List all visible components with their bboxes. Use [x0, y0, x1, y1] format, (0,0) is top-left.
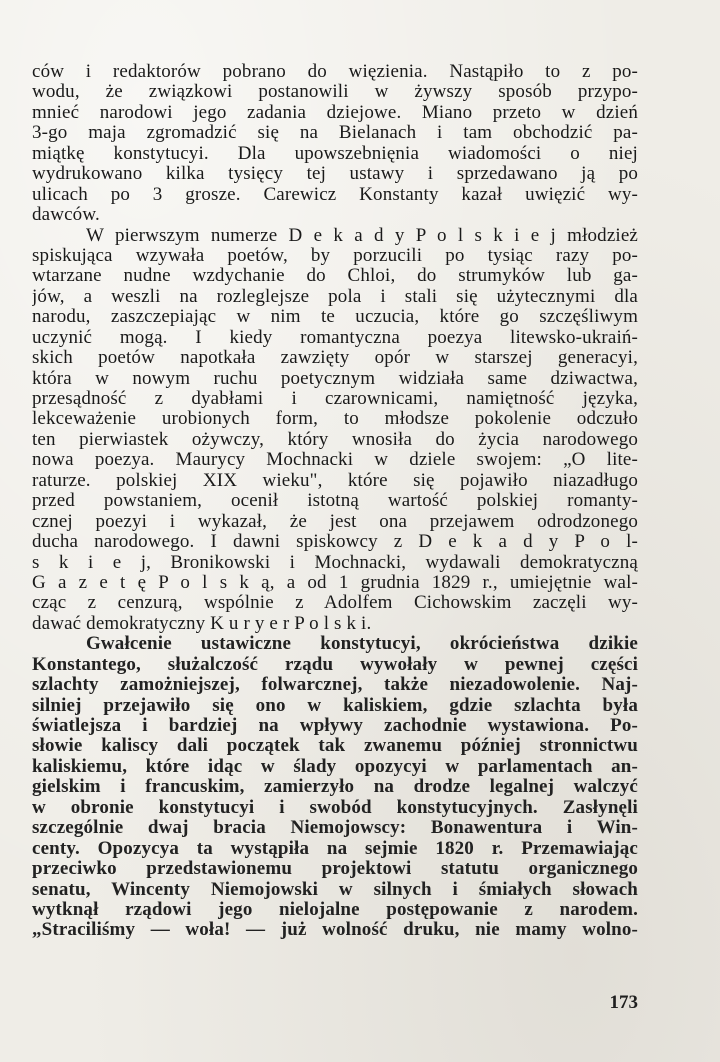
text-line: s k i e j, Bronikowski i Mochnacki, wydawali demokratyczną	[32, 552, 638, 573]
text-line: wodu, że związkowi postanowili w żywszy sposób przypo-	[32, 82, 638, 103]
text-line: narodu, zaszczepiając w nim te uczucia, które go szczęśliwym	[32, 307, 638, 328]
text-line: centy. Opozycya ta wystąpiła na sejmie 1820 r. Przemawiając	[32, 838, 638, 859]
text-line: lekceważenie urobionych form, to młodsze pokolenie odczuło	[32, 409, 638, 430]
text-line: „Straciliśmy — woła! — już wolność druku, nie mamy wolno-	[32, 920, 638, 941]
text-line: wtarzane nudne wzdychanie do Chloi, do strumyków lub ga-	[32, 266, 638, 287]
text-line: senatu, Wincenty Niemojowski w silnych i śmiałych słowach	[32, 879, 638, 900]
text-line: miątkę konstytucyi. Dla upowszebnięnia wiadomości o niej	[32, 143, 638, 164]
text-line: skich poetów napotkała zawzięty opór w starszej generacyi,	[32, 348, 638, 369]
text-line: cząc z cenzurą, wspólnie z Adolfem Cichowskim zaczęli wy-	[32, 593, 638, 614]
text-line: raturze. polskiej XIX wieku", które się pojawiło niazadługo	[32, 470, 638, 491]
text-line: mnieć narodowi jego zadania dziejowe. Miano przeto w dzień	[32, 102, 638, 123]
paragraph-start-line: Gwałcenie ustawiczne konstytucyi, okrócieństwa dzikie	[86, 634, 638, 655]
text-line: nowa poezya. Maurycy Mochnacki w dziele swojem: „O lite-	[32, 450, 638, 471]
paragraph-start-line: W pierwszym numerze D e k a d y P o l s k i e j młodzież	[86, 225, 638, 246]
text-line: szczególnie dwaj bracia Niemojowscy: Bonawentura i Win-	[32, 818, 638, 839]
text-line: przeciwko przedstawionemu projektowi statutu organicznego	[32, 859, 638, 880]
text-line: wytknął rządowi jego nielojalne postępowanie z narodem.	[32, 899, 638, 920]
text-line: silniej przejawiło się ono w kaliskiem, gdzie szlachta była	[32, 695, 638, 716]
text-line: ducha narodowego. I dawni spiskowcy z D e k a d y P o l-	[32, 532, 638, 553]
text-line: przed powstaniem, ocenił istotną wartość polskiej romanty-	[32, 491, 638, 512]
text-line: uczynić mogą. I kiedy romantyczna poezya litewsko-ukraiń-	[32, 327, 638, 348]
text-line: w obronie konstytucyi i swobód konstytucyjnych. Zasłynęli	[32, 797, 638, 818]
text-line: spiskująca wzywała poetów, by porzucili po tysiąc razy po-	[32, 245, 638, 266]
text-line: 3-go maja zgromadzić się na Bielanach i tam obchodzić pa-	[32, 123, 638, 144]
text-line: światlejsza i bardziej na wpływy zachodnie wystawiona. Po-	[32, 716, 638, 736]
text-line: szlachty zamożniejszej, folwarcznej, także niezadowolenie. Naj-	[32, 675, 638, 696]
text-line: Konstantego, służalczość rządu wywołały w pewnej części	[32, 654, 638, 675]
text-line: ten pierwiastek ożywczy, który wnosiła do życia narodowego	[32, 429, 638, 450]
text-line: słowie kaliscy dali początek tak zwanemu później stronnictwu	[32, 736, 638, 757]
text-line: cznej poezyi i wykazał, że jest ona przejawem odrodzonego	[32, 511, 638, 532]
text-line: jów, a weszli na rozleglejsze pola i stali się użytecznymi dla	[32, 286, 638, 307]
text-line: gielskim i francuskim, zamierzyło na drodze legalnej walczyć	[32, 777, 638, 798]
text-line: G a z e t ę P o l s k ą, a od 1 grudnia 1829 r., umiejętnie wal-	[32, 572, 638, 593]
text-line: przesądność z dyabłami i czarownicami, namiętność języka,	[32, 389, 638, 409]
text-line: która w nowym ruchu poetycznym widziała same dziwactwa,	[32, 368, 638, 389]
page-number: 173	[609, 992, 638, 1013]
text-line: kaliskiemu, które idąc w ślady opozycyi w parlamentach an-	[32, 756, 638, 777]
text-line: ulicach po 3 grosze. Carewicz Konstanty kazał uwięzić wy-	[32, 184, 638, 205]
text-line: dawców.	[32, 205, 100, 226]
body-text	[32, 62, 638, 941]
text-line: wydrukowano kilka tysięcy tej ustawy i sprzedawano ją po	[32, 164, 638, 185]
text-line: dawać demokratyczny K u r y e r P o l s k i.	[32, 613, 372, 634]
text-line: ców i redaktorów pobrano do więzienia. Nastąpiło to z po-	[32, 62, 638, 82]
